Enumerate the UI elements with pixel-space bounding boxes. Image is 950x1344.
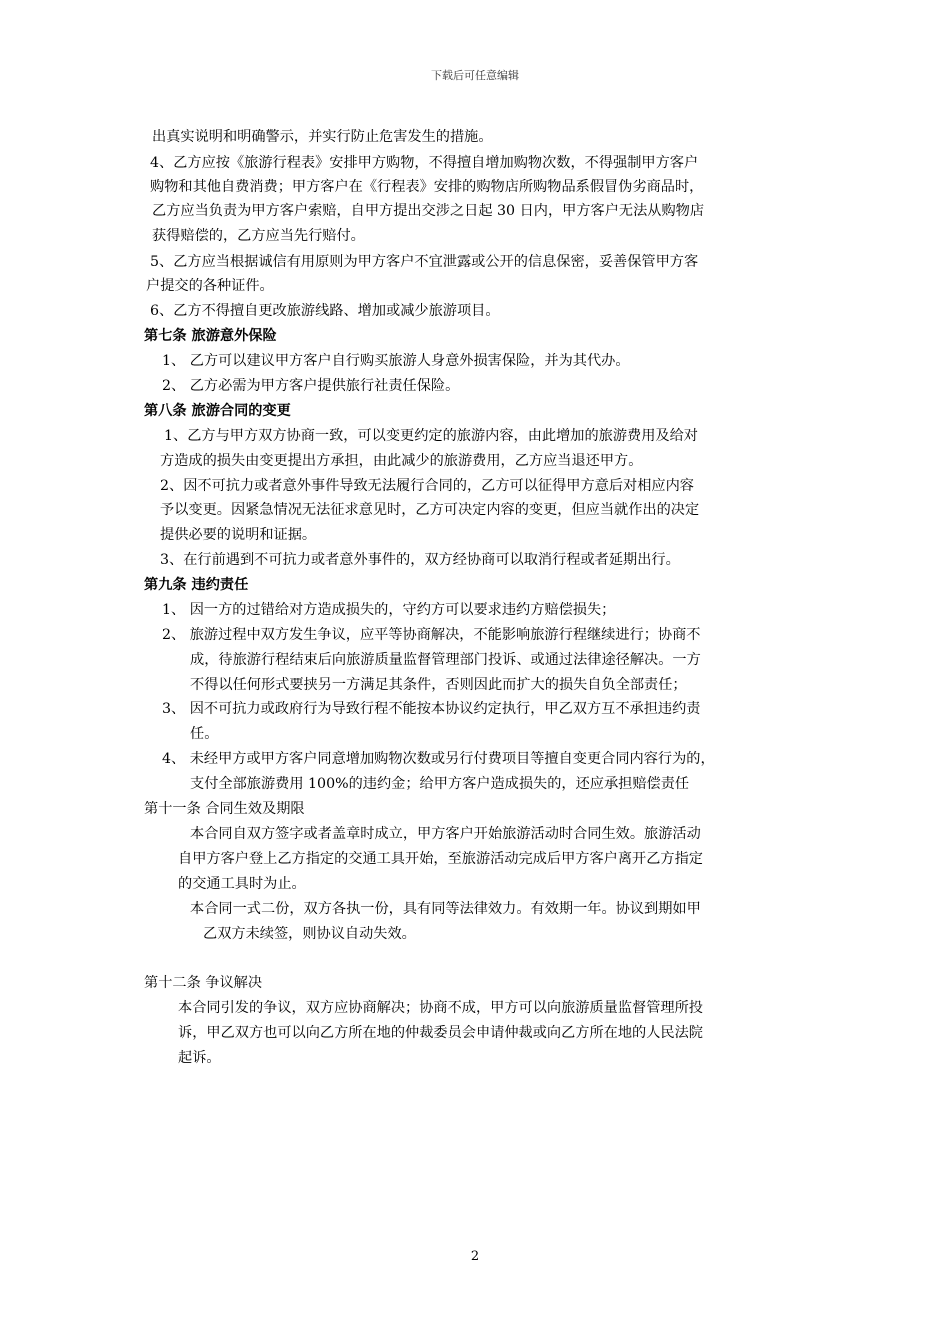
section-heading: 第十一条 合同生效及期限 <box>144 801 305 817</box>
text-line: 起诉。 <box>178 1050 221 1066</box>
text-line: 出真实说明和明确警示，并实行防止危害发生的措施。 <box>152 129 493 145</box>
text-line: 诉，甲乙双方也可以向乙方所在地的仲裁委员会申请仲裁或向乙方所在地的人民法院 <box>178 1025 703 1041</box>
text-line: 户提交的各种证件。 <box>146 278 274 294</box>
text-line: 予以变更。因紧急情况无法征求意见时，乙方可决定内容的变更，但应当就作出的决定 <box>160 502 700 518</box>
section-heading: 第十二条 争议解决 <box>144 975 263 991</box>
text-line: 本合同一式二份，双方各执一份，具有同等法律效力。有效期一年。协议到期如甲 <box>190 901 701 917</box>
text-line: 不得以任何形式要挟另一方满足其条件，否则因此而扩大的损失自负全部责任； <box>190 677 687 693</box>
text-line: 3、 因不可抗力或政府行为导致行程不能按本协议约定执行，甲乙双方互不承担违约责 <box>162 701 701 717</box>
text-line: 2、 旅游过程中双方发生争议，应平等协商解决，不能影响旅游行程继续进行；协商不 <box>162 627 701 643</box>
text-line: 提供必要的说明和证据。 <box>160 527 317 543</box>
section-heading: 第九条 违约责任 <box>144 577 249 593</box>
section-heading: 第八条 旅游合同的变更 <box>144 403 291 419</box>
page-number: 2 <box>470 1249 480 1264</box>
text-line: 2、 乙方必需为甲方客户提供旅行社责任保险。 <box>162 378 460 394</box>
text-line: 本合同引发的争议，双方应协商解决；协商不成，甲方可以向旅游质量监督管理所投 <box>178 1000 703 1016</box>
text-line: 6、乙方不得擅自更改旅游线路、增加或减少旅游项目。 <box>150 303 500 319</box>
text-line: 任。 <box>190 726 219 742</box>
section-heading: 第七条 旅游意外保险 <box>144 328 277 344</box>
text-line: 1、乙方与甲方双方协商一致，可以变更约定的旅游内容，由此增加的旅游费用及给对 <box>164 428 698 444</box>
text-line: 乙方应当负责为甲方客户索赔，自甲方提出交涉之日起 30 日内，甲方客户无法从购物店 <box>152 203 705 219</box>
text-line: 购物和其他自费消费；甲方客户在《行程表》安排的购物店所购物品系假冒伪劣商品时， <box>150 179 704 195</box>
text-line: 成，待旅游行程结束后向旅游质量监督管理部门投诉、或通过法律途径解决。一方 <box>190 652 701 668</box>
text-line: 方造成的损失由变更提出方承担，由此减少的旅游费用，乙方应当退还甲方。 <box>160 453 643 469</box>
text-line: 获得赔偿的，乙方应当先行赔付。 <box>152 228 365 244</box>
text-line: 3、在行前遇到不可抗力或者意外事件的，双方经协商可以取消行程或者延期出行。 <box>160 552 680 568</box>
text-line: 1、 因一方的过错给对方造成损失的，守约方可以要求违约方赔偿损失； <box>162 602 616 618</box>
text-line: 本合同自双方签字或者盖章时成立，甲方客户开始旅游活动时合同生效。旅游活动 <box>190 826 701 842</box>
text-line: 2、因不可抗力或者意外事件导致无法履行合同的，乙方可以征得甲方意后对相应内容 <box>160 478 694 494</box>
page-header: 下载后可任意编辑 <box>431 69 519 82</box>
text-line: 乙双方未续签，则协议自动失效。 <box>203 926 416 942</box>
text-line: 的交通工具时为止。 <box>178 876 306 892</box>
text-line: 4、乙方应按《旅游行程表》安排甲方购物，不得擅自增加购物次数，不得强制甲方客户 <box>150 155 699 171</box>
text-line: 5、乙方应当根据诚信有用原则为甲方客户不宜泄露或公开的信息保密，妥善保管甲方客 <box>150 254 699 270</box>
text-line: 4、 未经甲方或甲方客户同意增加购物次数或另行付费项目等擅自变更合同内容行为的， <box>162 751 715 767</box>
text-line: 自甲方客户登上乙方指定的交通工具开始，至旅游活动完成后甲方客户离开乙方指定 <box>178 851 703 867</box>
text-line: 支付全部旅游费用 100%的违约金；给甲方客户造成损失的，还应承担赔偿责任 <box>190 776 690 792</box>
text-line: 1、 乙方可以建议甲方客户自行购买旅游人身意外损害保险，并为其代办。 <box>162 353 630 369</box>
